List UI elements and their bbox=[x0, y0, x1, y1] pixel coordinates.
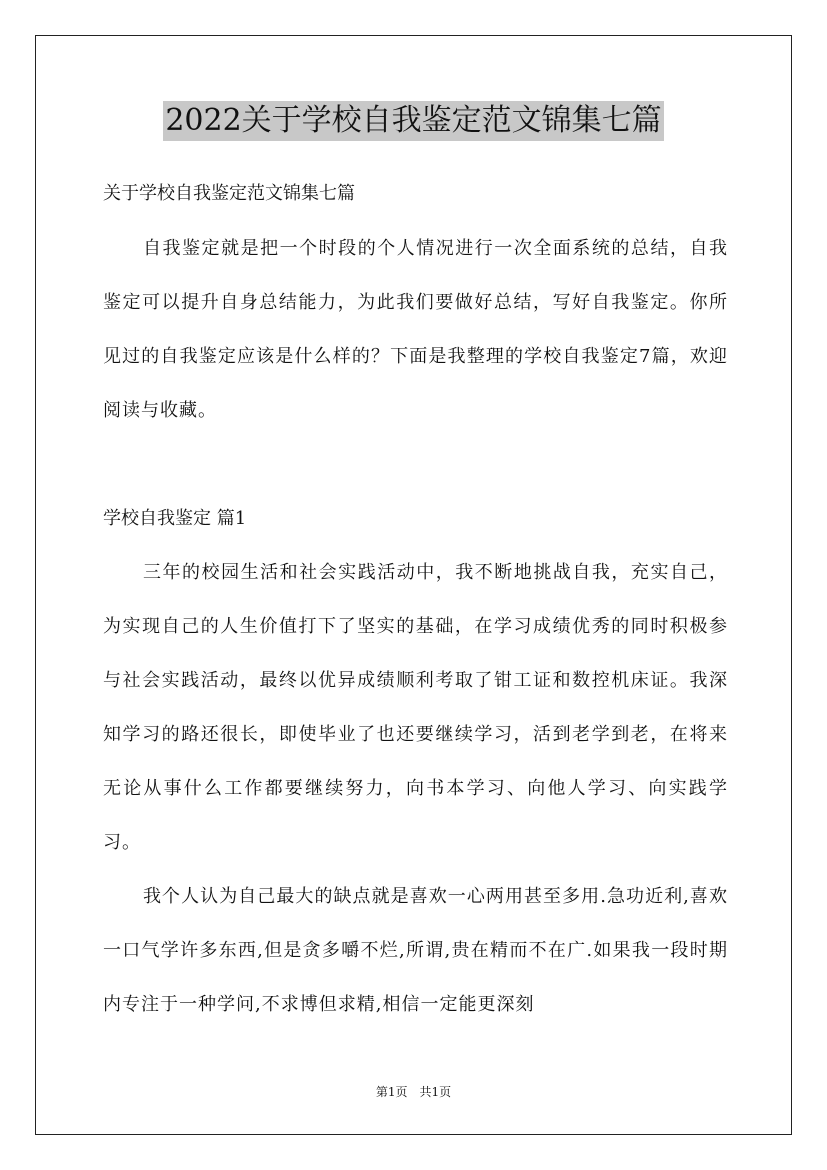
section-paragraph-1: 三年的校园生活和社会实践活动中，我不断地挑战自我，充实自己，为实现自己的人生价值打下了坚实的基础，在学习成绩优秀的同时积极参与社会实践活动，最终以优异成绩顺利考取了钳工证和数控机床证。我深知学习的路还很长，即使毕业了也还要继续学习，活到老学到老，在将来无论从事什么工作都要继续努力，向书本学习、向他人学习、向实践学习。 bbox=[103, 562, 728, 853]
section-paragraph-2: 我个人认为自己最大的缺点就是喜欢一心两用甚至多用.急功近利,喜欢一口气学许多东西,但是贪多嚼不烂,所谓,贵在精而不在广.如果我一段时期内专注于一种学问,不求博但求精,相信一定能更深刻 bbox=[103, 886, 728, 1015]
page-footer: 第1页 共1页 bbox=[375, 1085, 452, 1099]
document-title: 2022关于学校自我鉴定范文锦集七篇 bbox=[163, 101, 663, 141]
title-container bbox=[0, 101, 827, 141]
section-heading: 学校自我鉴定 篇1 bbox=[103, 508, 247, 529]
document-subtitle: 关于学校自我鉴定范文锦集七篇 bbox=[103, 183, 355, 204]
intro-paragraph: 自我鉴定就是把一个时段的个人情况进行一次全面系统的总结，自我鉴定可以提升自身总结能力，为此我们要做好总结，写好自我鉴定。你所见过的自我鉴定应该是什么样的？下面是我整理的学校自我鉴定7篇，欢迎阅读与收藏。 bbox=[103, 238, 728, 421]
